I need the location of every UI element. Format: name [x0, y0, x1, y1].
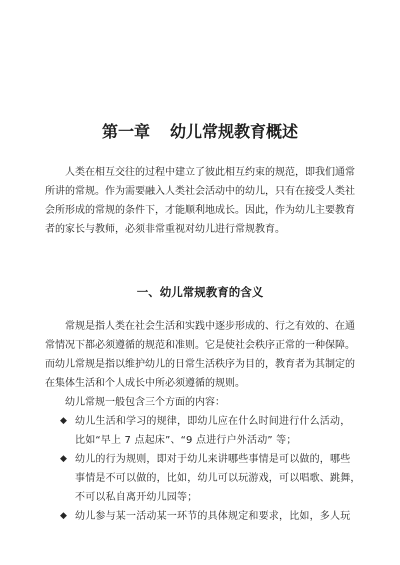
section-heading: 一、幼儿常规教育的含义 — [136, 285, 264, 299]
bullet-line: 幼儿生活和学习的规律，即幼儿应在什么时间进行什么活动， — [75, 416, 351, 427]
lead-line: 幼儿常规一般包含三个方面的内容： — [65, 397, 225, 408]
lead-paragraph — [45, 393, 355, 412]
definition-line: 常规是指人类在社会生活和实践中逐步形成的、行之有效的、在通 — [65, 321, 355, 332]
bullet-line: 不可以私自离开幼儿园等； — [75, 492, 198, 503]
intro-line: 会所形成的常规的条件下，才能顺利地成长。因此，作为幼儿主要教育 — [45, 205, 355, 216]
chapter-title — [0, 121, 400, 143]
diamond-bullet-icon: ◆ — [60, 454, 67, 464]
bullet-list — [45, 412, 365, 526]
bullet-line: 比如“早上 7 点起床”、“9 点进行户外活动” 等； — [75, 435, 297, 446]
intro-line: 人类在相互交往的过程中建立了彼此相互约束的规范，即我们通常 — [65, 167, 355, 178]
intro-paragraph — [45, 163, 355, 239]
bullet-item — [45, 450, 365, 507]
bullet-line: 事情是不可以做的，比如，幼儿可以玩游戏，可以唱歌、跳舞， — [75, 473, 361, 484]
bullet-line: 幼儿参与某一活动某一环节的具体规定和要求，比如，多人玩 — [75, 511, 351, 522]
definition-line: 而幼儿常规是指以维护幼儿的日常生活秩序为目的，教育者为其制定的 — [45, 359, 355, 370]
chapter-name: 幼儿常规教育概述 — [170, 122, 299, 141]
definition-line: 常情况下都必须遵循的规范和准则。它是使社会秩序正常的一种保障。 — [45, 340, 355, 351]
intro-line: 者的家长与教师，必须非常重视对幼儿进行常规教育。 — [45, 224, 285, 235]
bullet-item — [45, 412, 365, 450]
diamond-bullet-icon: ◆ — [60, 511, 67, 521]
bullet-line: 幼儿的行为规则，即对于幼儿来讲哪些事情是可以做的，哪些 — [75, 454, 351, 465]
definition-line: 在集体生活和个人成长中所必须遵循的规则。 — [45, 378, 245, 389]
intro-line: 所讲的常规。作为需要融入人类社会活动中的幼儿，只有在接受人类社 — [45, 186, 355, 197]
chapter-label: 第一章 — [101, 122, 150, 141]
definition-paragraph — [45, 317, 355, 393]
bullet-item — [45, 507, 365, 526]
diamond-bullet-icon: ◆ — [60, 416, 67, 426]
